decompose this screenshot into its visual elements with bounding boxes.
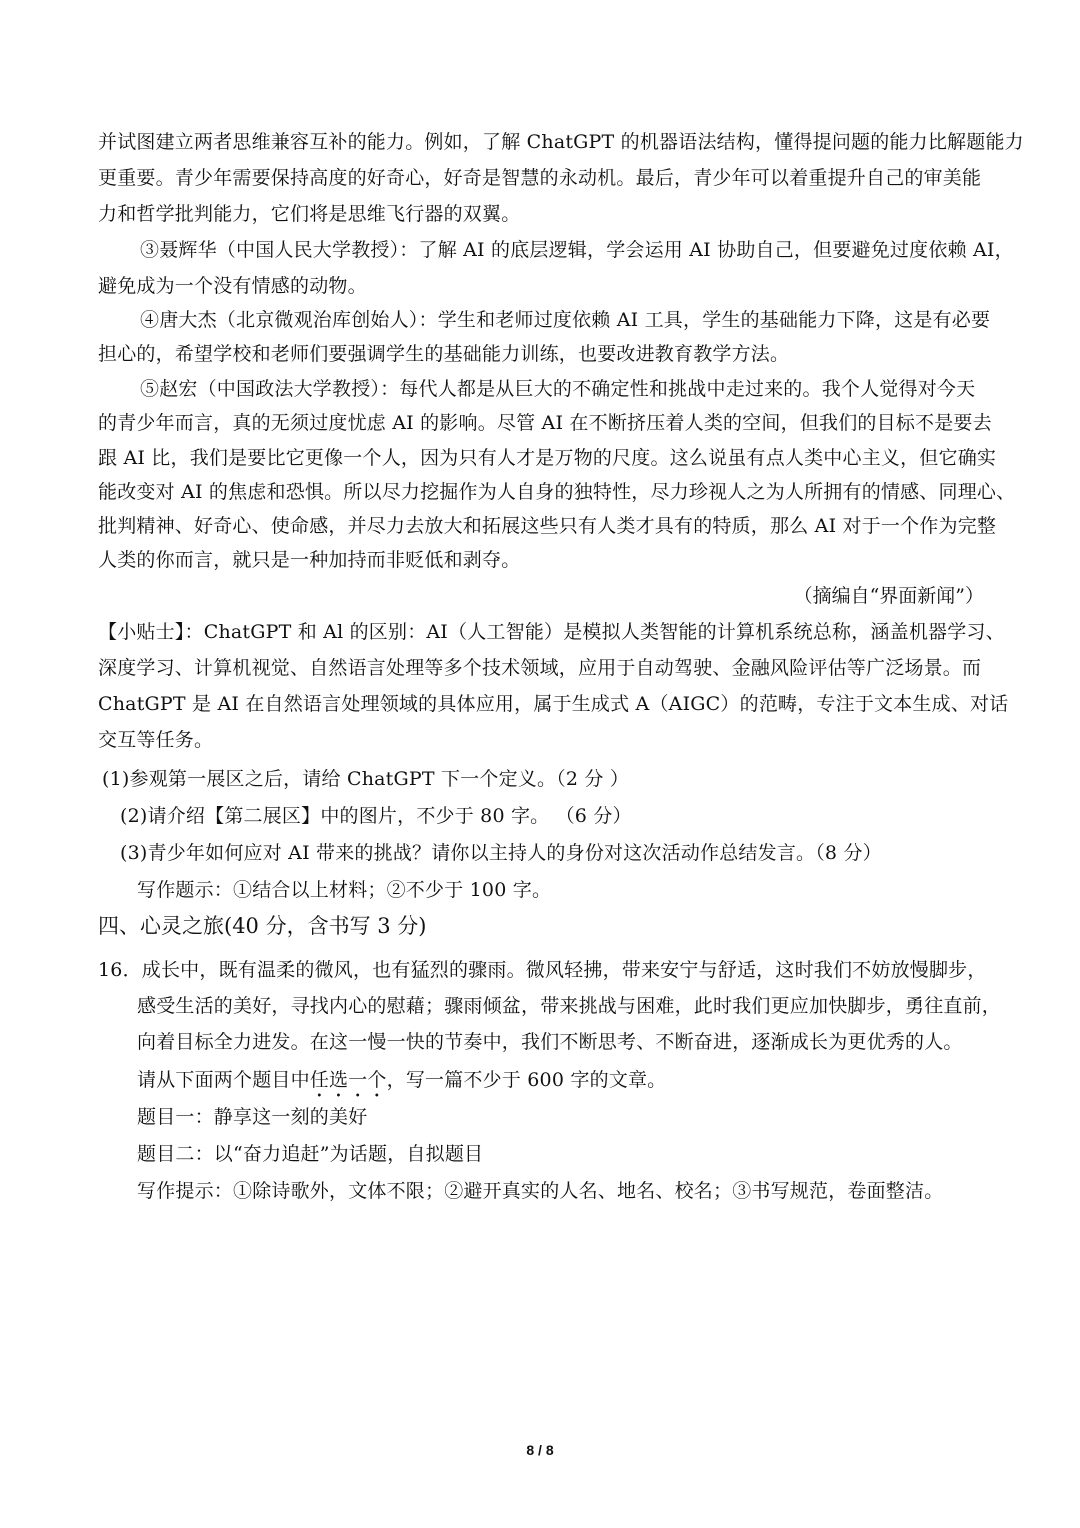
paragraph-line: 的青少年而言，真的无须过度忧虑 AI 的影响。尽管 AI 在不断挤压着人类的空间，但我们的目标不是要去 [98, 412, 992, 434]
paragraph-line: 力和哲学批判能力，它们将是思维飞行器的双翼。 [98, 203, 521, 225]
question-3: (3)青少年如何应对 AI 带来的挑战？请你以主持人的身份对这次活动作总结发言。（8 分） [120, 842, 882, 864]
instruction-text: 请从下面两个题目中 [137, 1069, 310, 1091]
question-16-line: 感受生活的美好，寻找内心的慰藉；骤雨倾盆，带来挑战与困难，此时我们更应加快脚步，勇往直前， [137, 995, 1002, 1017]
paragraph-line: 避免成为一个没有情感的动物。 [98, 275, 367, 297]
paragraph-line: ④唐大杰（北京微观治库创始人）：学生和老师过度依赖 AI 工具，学生的基础能力下降，这是有必要 [140, 309, 991, 331]
paragraph-line: ③聂辉华（中国人民大学教授）：了解 AI 的底层逻辑，学会运用 AI 协助自己，但要避免过度依赖 AI， [140, 239, 1014, 261]
paragraph-line: 并试图建立两者思维兼容互补的能力。例如，了解 ChatGPT 的机器语法结构，懂得提问题的能力比解题能力 [98, 131, 1024, 153]
paragraph-line: ⑤赵宏（中国政法大学教授）：每代人都是从巨大的不确定性和挑战中走过来的。我个人觉得对今天 [140, 378, 976, 400]
paragraph-line: 批判精神、好奇心、使命感，并尽力去放大和拓展这些只有人类才具有的特质，那么 AI 对于一个作为完整 [98, 515, 997, 537]
paragraph-line: 人类的你而言，就只是一种加持而非贬低和剥夺。 [98, 549, 521, 571]
question-16-line: 16．成长中，既有温柔的微风，也有猛烈的骤雨。微风轻拂，带来安宁与舒适，这时我们不妨放慢脚步， [98, 959, 987, 981]
question-16-line: 向着目标全力进发。在这一慢一快的节奏中，我们不断思考、不断奋进，逐渐成长为更优秀的人。 [137, 1031, 963, 1053]
question-3-hint: 写作题示：①结合以上材料；②不少于 100 字。 [137, 879, 552, 901]
topic-1: 题目一：静享这一刻的美好 [137, 1106, 368, 1128]
page-number: 8 / 8 [526, 1442, 554, 1458]
paragraph-line: 担心的，希望学校和老师们要强调学生的基础能力训练，也要改进教育教学方法。 [98, 343, 790, 365]
section-title: 四、心灵之旅(40 分，含书写 3 分) [98, 914, 427, 938]
paragraph-line: 能改变对 AI 的焦虑和恐惧。所以尽力挖掘作为人自身的独特性，尽力珍视人之为人所拥有的情感、同理心、 [98, 481, 1016, 503]
tip-line: 【小贴士】：ChatGPT 和 Al 的区别：AI（人工智能）是模拟人类智能的计算机系统总称，涵盖机器学习、 [98, 621, 1005, 643]
question-1: (1)参观第一展区之后，请给 ChatGPT 下一个定义。（2 分 ） [102, 768, 630, 790]
writing-tips: 写作提示：①除诗歌外，文体不限；②避开真实的人名、地名、校名；③书写规范，卷面整洁。 [137, 1180, 944, 1202]
paragraph-line: 更重要。青少年需要保持高度的好奇心，好奇是智慧的永动机。最后，青少年可以着重提升自己的审美能 [98, 167, 982, 189]
question-16-instruction [137, 1068, 666, 1102]
source-note: （摘编自“界面新闻”） [793, 585, 984, 607]
tip-line: ChatGPT 是 AI 在自然语言处理领域的具体应用，属于生成式 A（AIGC）的范畴，专注于文本生成、对话 [98, 693, 1009, 715]
tip-line: 深度学习、计算机视觉、自然语言处理等多个技术领域，应用于自动驾驶、金融风险评估等广泛场景。而 [98, 657, 982, 679]
tip-line: 交互等任务。 [98, 729, 214, 751]
instruction-text: ，写一篇不少于 600 字的文章。 [386, 1069, 667, 1091]
paragraph-line: 跟 AI 比，我们是要比它更像一个人，因为只有人才是万物的尺度。这么说虽有点人类中心主义，但它确实 [98, 447, 997, 469]
topic-2: 题目二：以“奋力追赶”为话题，自拟题目 [137, 1143, 484, 1165]
question-2: (2)请介绍【第二展区】中的图片，不少于 80 字。 （6 分） [120, 805, 632, 827]
instruction-emphasis: 任选一个 [309, 1069, 387, 1091]
